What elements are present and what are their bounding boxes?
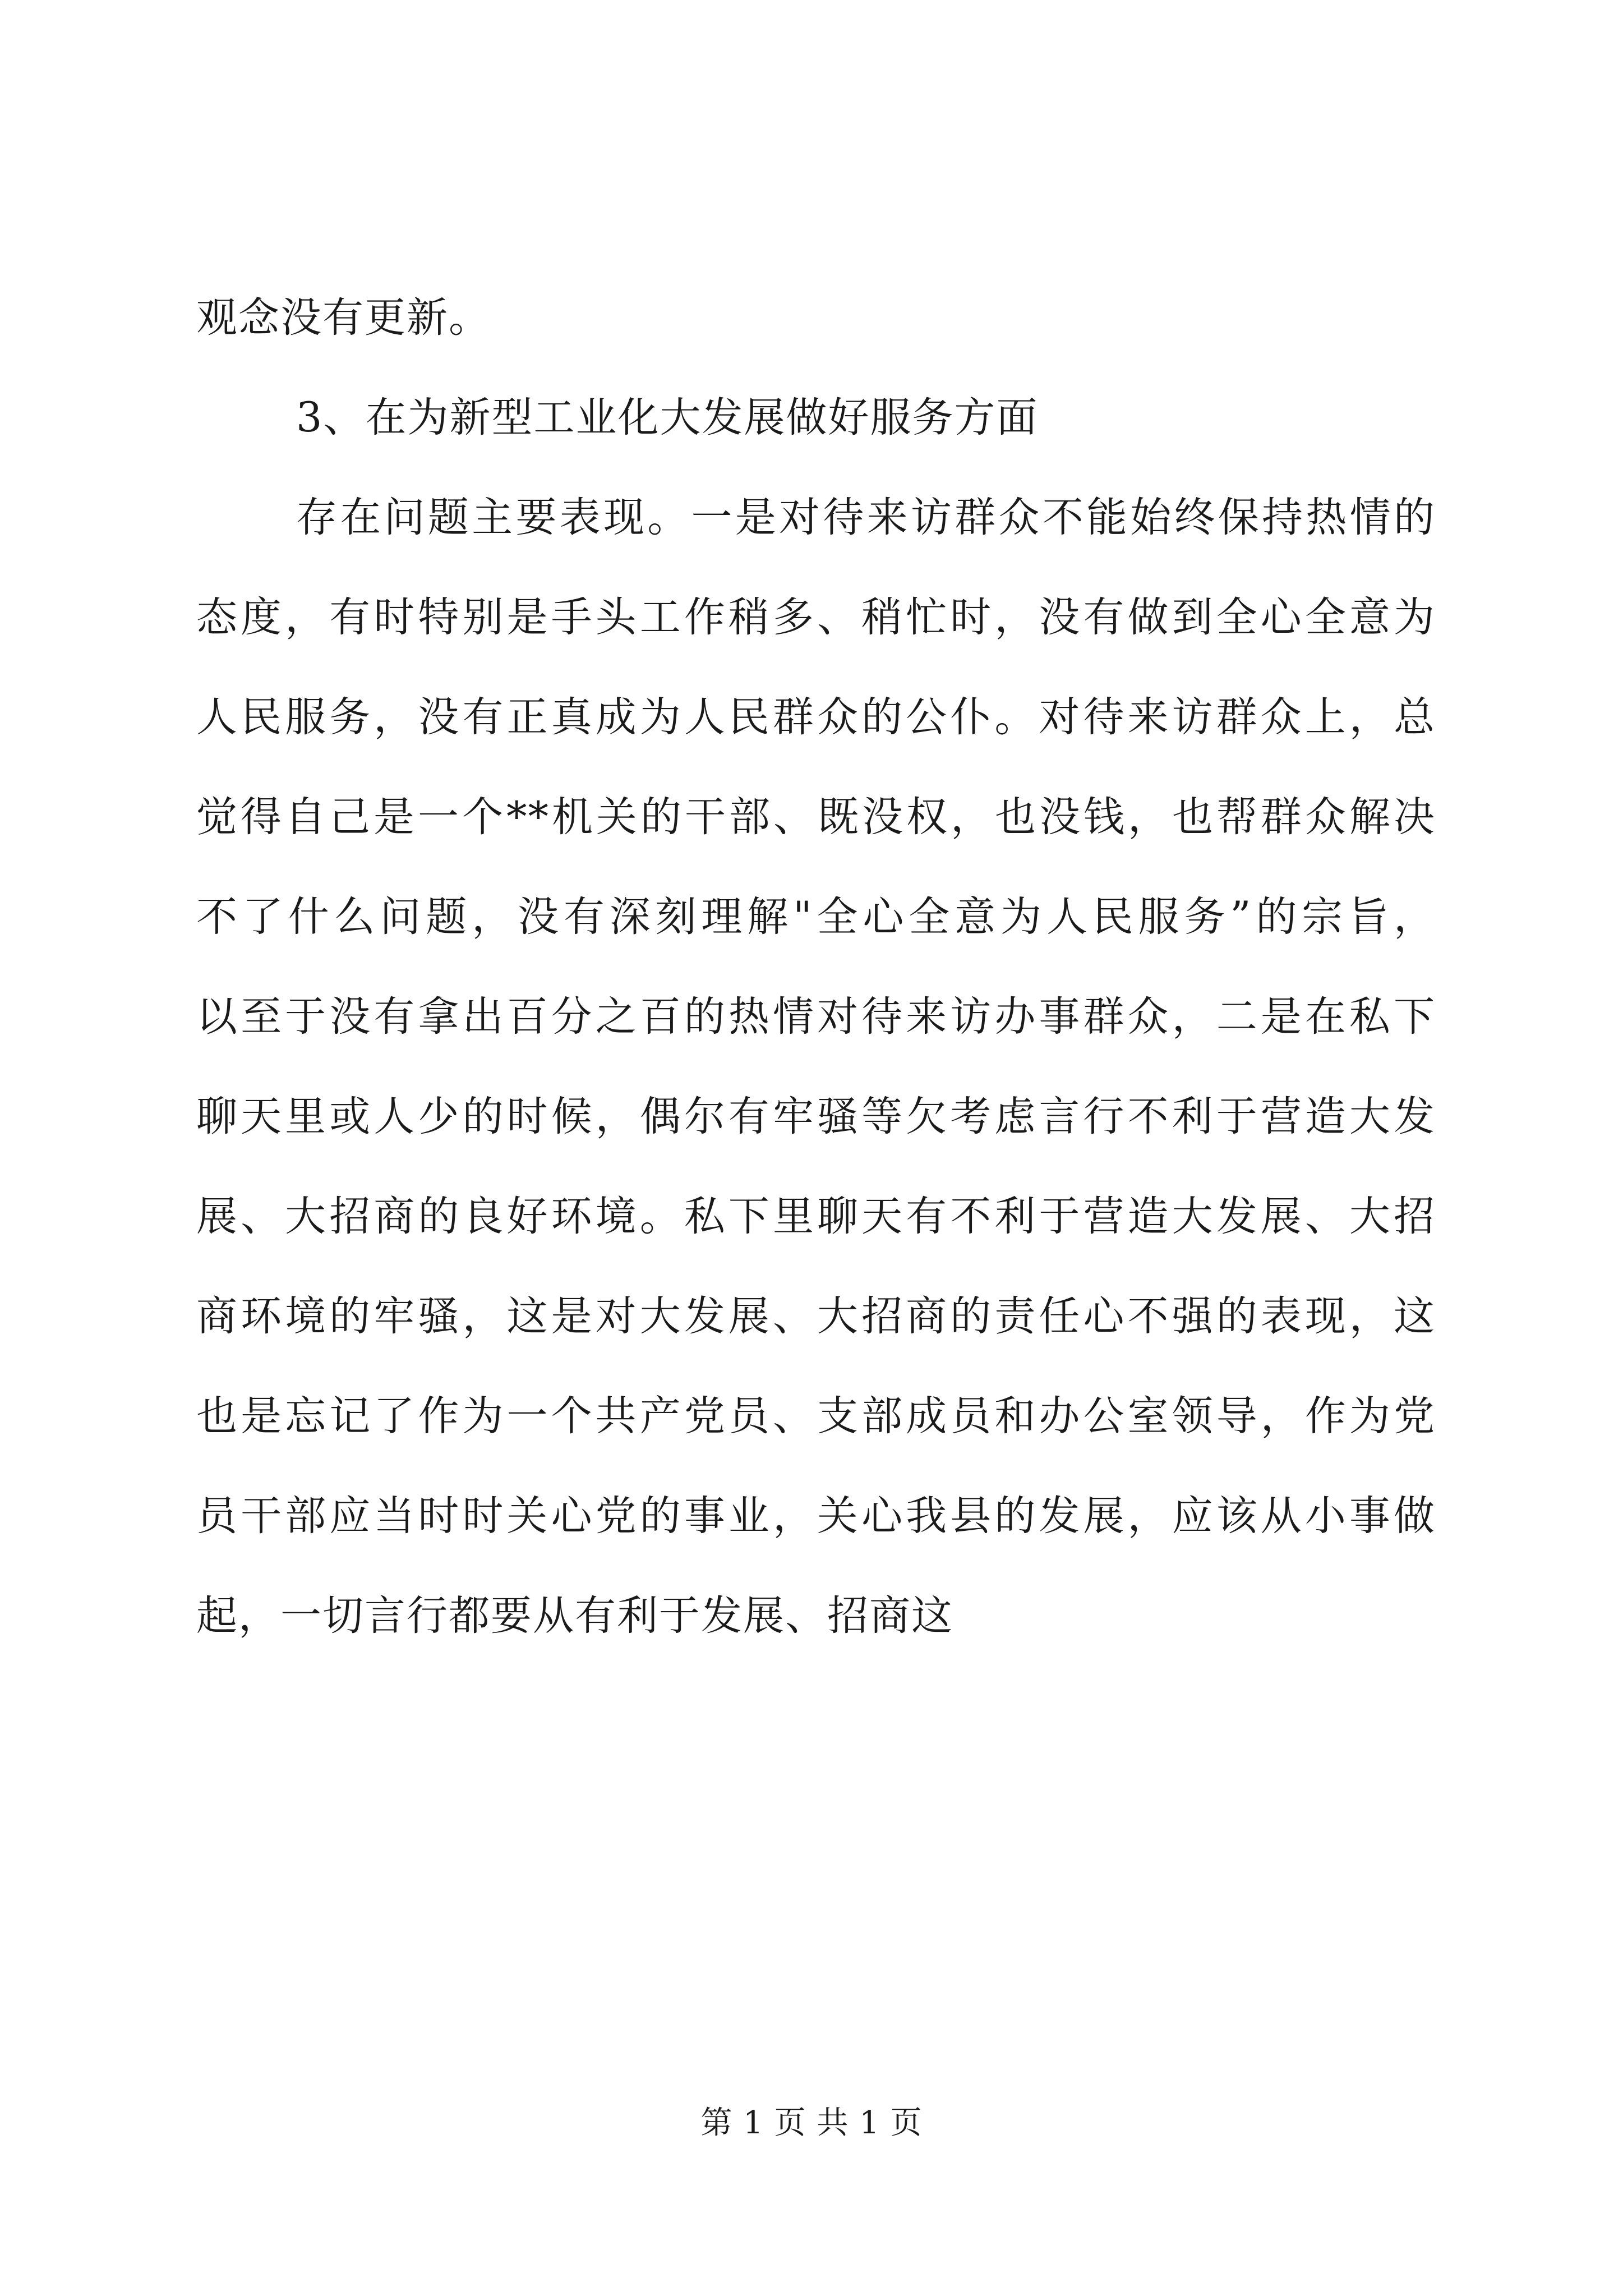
text-line-9: 聊天里或人少的时候，偶尔有牢骚等欠考虑言行不利于营造大发	[196, 1093, 1436, 1140]
text-line-14: 起，一切言行都要从有利于发展、招商这	[196, 1592, 953, 1640]
text-line-12: 也是忘记了作为一个共产党员、支部成员和办公室领导，作为党	[196, 1392, 1436, 1440]
page-number: 第 1 页 共 1 页	[700, 2105, 923, 2141]
page-footer	[0, 2101, 1623, 2146]
text-line-7: 不了什么问题，没有深刻理解"全心全意为人民服务”的宗旨，	[196, 893, 1436, 941]
text-line-8: 以至于没有拿出百分之百的热情对待来访办事群众，二是在私下	[196, 993, 1436, 1041]
text-line-4: 态度，有时特别是手头工作稍多、稍忙时，没有做到全心全意为	[196, 593, 1436, 641]
section-heading: 3、在为新型工业化大发展做好服务方面	[296, 394, 1039, 441]
text-line-13: 员干部应当时时关心党的事业，关心我县的发展，应该从小事做	[196, 1492, 1436, 1540]
text-line-3: 存在问题主要表现。一是对待来访群众不能始终保持热情的	[296, 494, 1436, 541]
text-line-6: 觉得自己是一个**机关的干部、既没权，也没钱，也帮群众解决	[196, 793, 1436, 841]
text-line-10: 展、大招商的良好环境。私下里聊天有不利于营造大发展、大招	[196, 1193, 1436, 1240]
text-line-5: 人民服务，没有正真成为人民群众的公仆。对待来访群众上，总	[196, 693, 1436, 741]
document-body	[196, 268, 1436, 1666]
text-line-1: 观念没有更新。	[196, 294, 491, 342]
text-line-11: 商环境的牢骚，这是对大发展、大招商的责任心不强的表现，这	[196, 1292, 1436, 1340]
